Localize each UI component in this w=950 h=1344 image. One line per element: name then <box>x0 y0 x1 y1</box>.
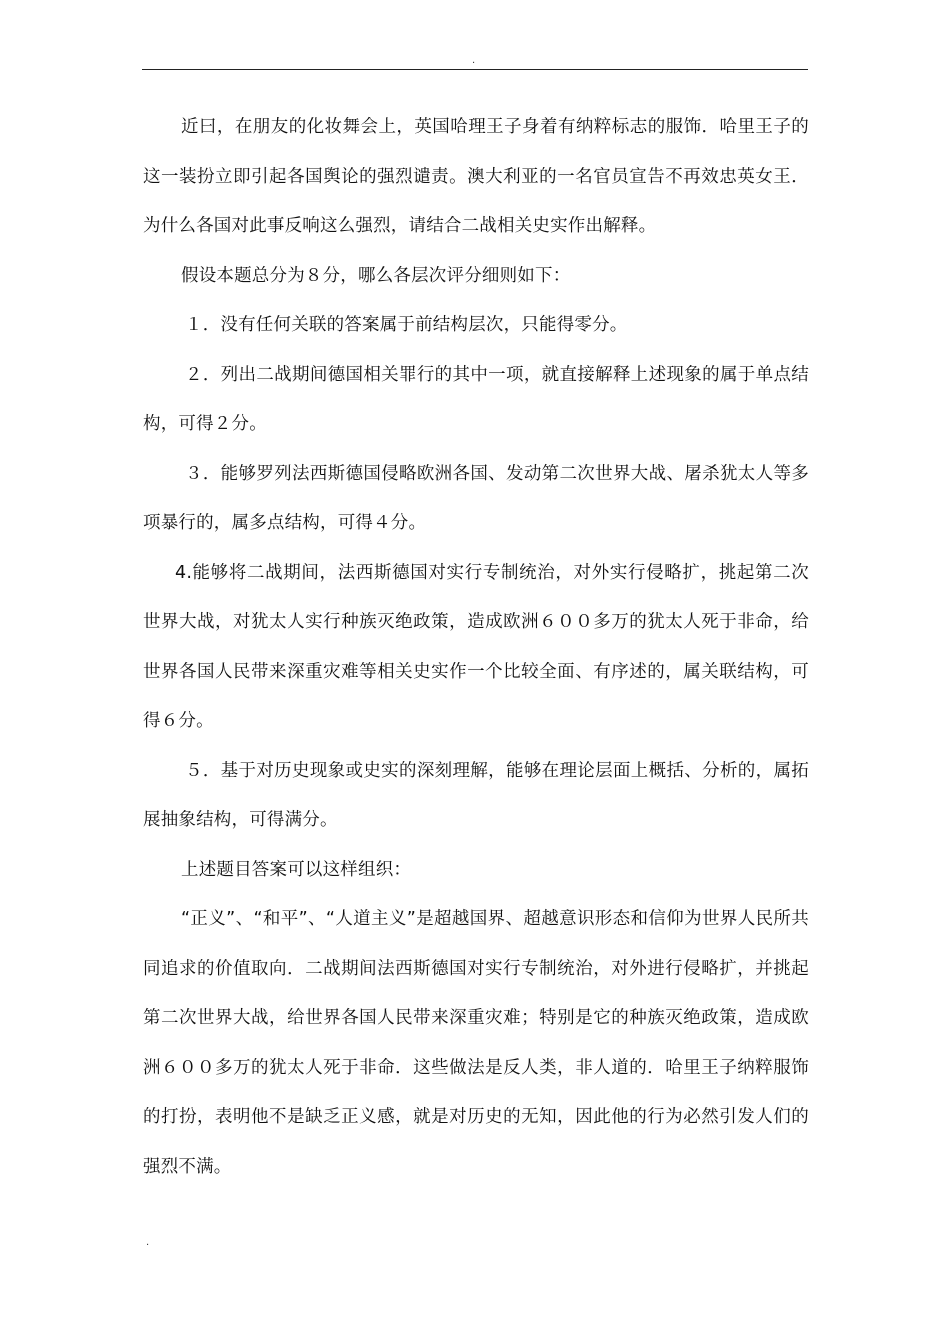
paragraph-level-4: 4.能够将二战期间，法西斯德国对实行专制统治，对外实行侵略扩，挑起第二次世界大战，对犹太人实行种族灭绝政策，造成欧洲６００多万的犹太人死于非命，给世界各国人民带来深重灾难等相关史实作一个比较全面、有序述的，属关联结构，可得６分。 <box>143 562 809 731</box>
document-body <box>143 103 809 1192</box>
header-mark: . <box>472 55 476 66</box>
paragraph-scoring-preface: 假设本题总分为８分，哪么各层次评分细则如下： <box>181 265 571 286</box>
paragraph-intro: 近曰，在朋友的化妆舞会上，英国哈理王子身着有纳粹标志的服饰．哈里王子的这一装扮立即引起各国舆论的强烈谴责。澳大利亚的一名官员宣告不再效忠英女王．为什么各国对此事反响这么强烈，请结合二战相关史实作出解释。 <box>143 117 809 236</box>
footer-mark: . <box>146 1237 150 1248</box>
paragraph-level-2: ２．列出二战期间德国相关罪行的其中一项，就直接解释上述现象的属于单点结构，可得２分。 <box>143 364 809 434</box>
paragraph-model-answer: “正义”、“和平”、“人道主义”是超越国界、超越意识形态和信仰为世界人民所共同追求的价值取向．二战期间法西斯德国对实行专制统治，对外进行侵略扩，并挑起第二次世界大战，给世界各国人民带来深重灾难；特别是它的种族灭绝政策，造成欧洲６００多万的犹太人死于非命．这些做法是反人类，非人道的．哈里王子纳粹服饰的打扮，表明他不是缺乏正义感，就是对历史的无知，因此他的行为必然引发人们的强烈不满。 <box>143 909 809 1177</box>
paragraph-answer-preface: 上述题目答案可以这样组织： <box>181 859 412 880</box>
paragraph-level-1: １．没有任何关联的答案属于前结构层次，只能得零分。 <box>185 315 628 335</box>
header-rule <box>142 69 808 70</box>
paragraph-level-3: ３．能够罗列法西斯德国侵略欧洲各国、发动第二次世界大战、屠杀犹太人等多项暴行的，属多点结构，可得４分。 <box>143 463 809 533</box>
paragraph-level-5: ５．基于对历史现象或史实的深刻理解，能够在理论层面上概括、分析的，属拓展抽象结构，可得满分。 <box>143 760 809 830</box>
